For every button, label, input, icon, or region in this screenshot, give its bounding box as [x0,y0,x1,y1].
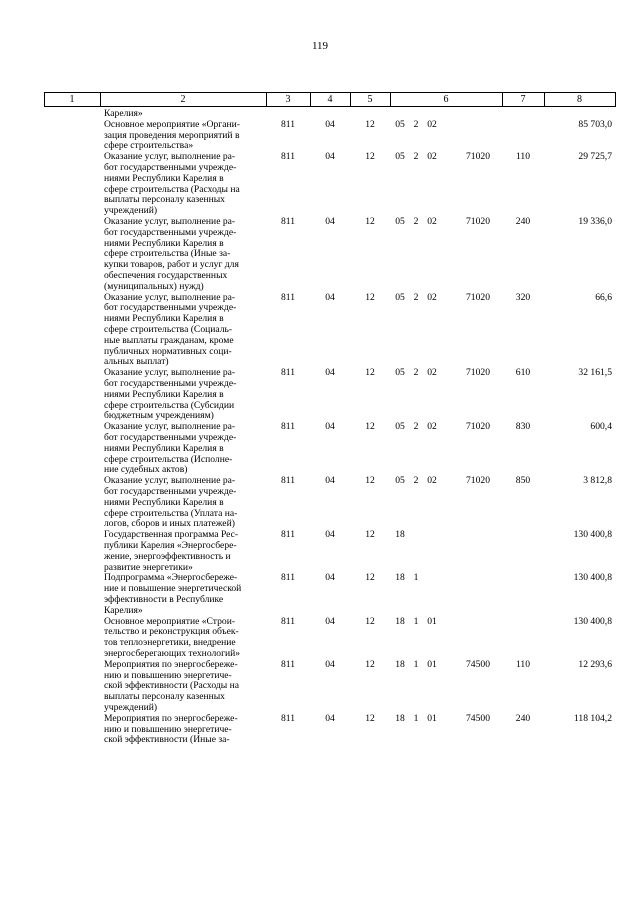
col-6-program: 05 [395,421,405,433]
row-name: Оказание услуг, выполнение ра- бот государственными учрежде- ниями Республики Карелия в сфере строительства (Иные за- купки товаров, работ и услуг для обеспечения государственных (муниципальных) нужд) [104,216,239,292]
col-7-expense-type: 830 [515,421,531,433]
col-5-subsection: 12 [365,475,375,487]
col-4-section: 04 [325,529,335,541]
col-5-subsection: 12 [365,712,375,724]
col-6-program: 18 [395,615,405,627]
col-6-subprogram: 2 [413,291,419,303]
col-4-section: 04 [325,712,335,724]
row-name: Основное мероприятие «Органи- зация проведения мероприятий в сфере строительства» [104,118,240,152]
col-5-subsection: 12 [365,572,375,584]
header-col-3: 3 [285,94,291,105]
col-6-direction: 71020 [466,421,490,433]
col-8-amount: 118 104,2 [573,712,612,724]
table-row [44,714,616,746]
col-3-admin: 811 [280,658,296,670]
table-row [44,617,616,660]
col-4-section: 04 [325,421,335,433]
col-6-program: 18 [395,572,405,584]
table-body [44,107,616,746]
row-name: Мероприятия по энергосбереже- нию и повышению энергетиче- ской эффективности (Расходы на выплаты персоналу казенных учреждений) [104,658,239,713]
col-8-amount: 600,4 [590,421,612,433]
table-row [44,217,616,293]
col-6-program: 18 [395,712,405,724]
col-6-measure: 02 [427,475,437,487]
col-3-admin: 811 [280,475,296,487]
col-7-expense-type: 110 [515,658,531,670]
row-name: Карелия» [104,108,143,119]
col-6-subprogram: 2 [413,216,419,227]
col-6-subprogram: 1 [413,572,419,584]
col-4-section: 04 [325,291,335,303]
col-6-measure: 02 [427,367,437,379]
col-4-section: 04 [325,367,335,379]
col-6-program: 05 [395,291,405,303]
row-name: Мероприятия по энергосбереже- нию и повышению энергетиче- ской эффективности (Иные за- [104,712,238,746]
col-6-program: 05 [395,151,405,163]
row-name: Оказание услуг, выполнение ра- бот государственными учрежде- ниями Республики Карелия в сфере строительства (Социаль- ные выплаты гражданам, кроме публичных нормативных соци- альных выплат) [104,291,237,368]
col-8-amount: 130 400,8 [573,572,612,584]
col-5-subsection: 12 [365,529,375,541]
col-6-subprogram: 2 [413,118,419,130]
table-row [44,660,616,714]
table-header [44,92,616,107]
row-name: Подпрограмма «Энергосбереже- ние и повышение энергетической эффективности в Республике Карелия» [104,572,242,616]
col-3-admin: 811 [280,367,296,379]
col-6-direction: 71020 [466,475,490,487]
col-3-admin: 811 [280,572,296,584]
col-6-program: 05 [395,475,405,487]
col-8-amount: 130 400,8 [573,615,612,627]
col-8-amount: 29 725,7 [578,151,612,163]
row-name: Оказание услуг, выполнение ра- бот государственными учрежде- ниями Республики Карелия в сфере строительства (Расходы на выплаты персоналу казенных учреждений) [104,151,240,217]
col-3-admin: 811 [280,712,296,724]
col-8-amount: 3 812,8 [583,475,612,487]
col-8-amount: 32 161,5 [578,367,612,379]
col-3-admin: 811 [280,615,296,627]
col-4-section: 04 [325,118,335,130]
col-5-subsection: 12 [365,658,375,670]
col-6-measure: 02 [427,118,437,130]
col-4-section: 04 [325,615,335,627]
col-6-subprogram: 2 [413,151,419,163]
col-8-amount: 19 336,0 [578,216,612,227]
col-5-subsection: 12 [365,421,375,433]
col-6-measure: 02 [427,291,437,303]
table-row [44,530,616,573]
col-3-admin: 811 [280,151,296,163]
col-6-direction: 74500 [466,658,490,670]
header-col-1: 1 [69,94,75,105]
col-3-admin: 811 [280,421,296,433]
col-6-measure: 02 [427,421,437,433]
table-row [44,573,616,616]
table-row [44,120,616,152]
row-name: Оказание услуг, выполнение ра- бот государственными учрежде- ниями Республики Карелия в сфере строительства (Исполне- ние судебных актов) [104,421,237,476]
col-7-expense-type: 320 [515,291,531,303]
row-name: Оказание услуг, выполнение ра- бот государственными учрежде- ниями Республики Карелия в сфере строительства (Субсидии бюджетным учреждениям) [104,367,237,422]
row-name: Государственная программа Рес- публики Карелия «Энергосбере- жение, энергоэффективность и развитие энергетики» [104,529,239,573]
col-4-section: 04 [325,572,335,584]
header-col-5: 5 [367,94,373,105]
col-5-subsection: 12 [365,216,375,227]
table-row [44,422,616,476]
col-5-subsection: 12 [365,118,375,130]
row-name: Оказание услуг, выполнение ра- бот государственными учрежде- ниями Республики Карелия в сфере строительства (Уплата на- логов, сборов и иных платежей) [104,475,238,530]
col-6-subprogram: 2 [413,367,419,379]
col-6-program: 18 [395,529,405,541]
table-row [44,293,616,369]
col-6-subprogram: 1 [413,712,419,724]
col-6-direction: 71020 [466,291,490,303]
page-number: 119 [311,40,329,52]
header-col-7: 7 [520,94,526,105]
col-4-section: 04 [325,216,335,227]
col-6-program: 05 [395,216,405,227]
col-8-amount: 85 703,0 [578,118,612,130]
col-3-admin: 811 [280,529,296,541]
col-6-measure: 01 [427,712,437,724]
col-5-subsection: 12 [365,615,375,627]
col-6-subprogram: 1 [413,615,419,627]
col-7-expense-type: 240 [515,216,531,227]
col-6-measure: 01 [427,615,437,627]
col-6-direction: 71020 [466,216,490,227]
col-6-program: 18 [395,658,405,670]
header-col-6: 6 [443,94,449,105]
col-6-direction: 74500 [466,712,490,724]
col-5-subsection: 12 [365,367,375,379]
col-4-section: 04 [325,475,335,487]
col-7-expense-type: 240 [515,712,531,724]
col-6-program: 05 [395,367,405,379]
row-name: Основное мероприятие «Строи- тельство и реконструкция объек- тов теплоэнергетики, внедрение энергосберегающих технологий» [104,615,241,659]
col-8-amount: 12 293,6 [578,658,612,670]
col-7-expense-type: 110 [515,151,531,163]
header-col-8: 8 [577,94,582,105]
col-6-subprogram: 1 [413,658,419,670]
col-4-section: 04 [325,151,335,163]
col-5-subsection: 12 [365,151,375,163]
col-8-amount: 130 400,8 [573,529,612,541]
col-6-measure: 02 [427,151,437,163]
table-row [44,152,616,217]
header-col-4: 4 [327,94,333,105]
col-6-measure: 02 [427,216,437,227]
col-6-program: 05 [395,118,405,130]
col-7-expense-type: 610 [515,367,531,379]
col-7-expense-type: 850 [515,475,531,487]
budget-table [44,92,616,746]
col-3-admin: 811 [280,118,296,130]
col-6-direction: 71020 [466,367,490,379]
col-5-subsection: 12 [365,291,375,303]
col-6-direction: 71020 [466,151,490,163]
col-6-subprogram: 2 [413,475,419,487]
col-4-section: 04 [325,658,335,670]
header-col-2: 2 [180,94,186,105]
col-6-subprogram: 2 [413,421,419,433]
col-3-admin: 811 [280,216,296,227]
col-3-admin: 811 [280,291,296,303]
col-8-amount: 66,6 [595,291,612,303]
table-row [44,368,616,422]
table-row [44,476,616,530]
col-6-measure: 01 [427,658,437,670]
